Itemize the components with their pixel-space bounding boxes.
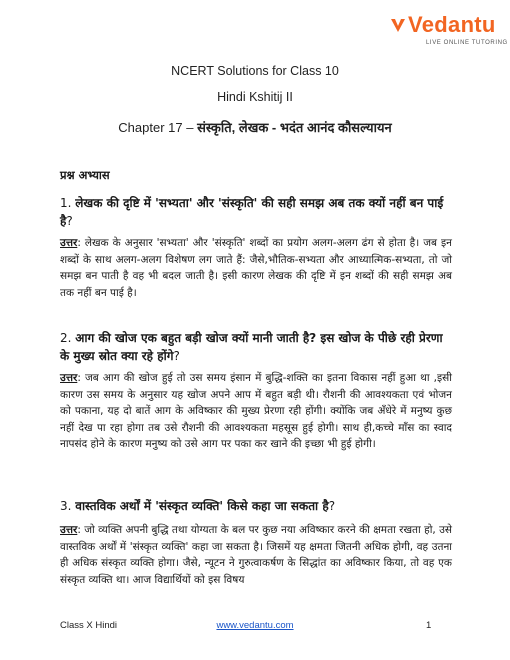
question-number: 2.	[60, 331, 72, 345]
answer-2	[60, 370, 452, 453]
chapter-prefix: Chapter 17 –	[118, 120, 198, 135]
answer-label: उत्तर	[60, 237, 78, 249]
question-end: ?	[328, 499, 336, 513]
logo-mark-icon	[389, 16, 407, 34]
answer-text: : लेखक के अनुसार 'सभ्यता' और 'संस्कृति' शब्दों का प्रयोग अलग-अलग ढंग से होता है। जब इन शब्दों के साथ अलग-अलग विशेषण लग जाते हैं: जैसे,भौतिक-सभ्यता और आध्यात्मिक-सभ्यता, तो जो समझ बन पाती है वह भी बदल जाती है। इसी कारण लेखक की दृष्टि में इन शब्दों की सही समझ अब तक नहीं बन पाई है।	[60, 237, 452, 299]
footer-website-link[interactable]: www.vedantu.com	[216, 620, 294, 631]
logo-tagline: LIVE ONLINE TUTORING	[426, 40, 508, 46]
page-number: 1	[426, 620, 432, 631]
section-title: प्रश्न अभ्यास	[60, 168, 110, 182]
footer-class-label: Class X Hindi	[60, 620, 118, 631]
question-text: लेखक की दृष्टि में 'सभ्यता' और 'संस्कृति' की सही समझ अब तक क्यों नहीं बन पाई है	[60, 196, 444, 228]
vedantu-logo	[386, 10, 508, 56]
answer-label: उत्तर	[60, 372, 78, 384]
chapter-name: संस्कृति, लेखक - भदंत आनंद कौसल्यायन	[197, 120, 392, 135]
answer-label: उत्तर	[60, 524, 78, 536]
question-3	[60, 497, 452, 515]
question-end: ?	[66, 214, 73, 228]
question-number: 1.	[60, 196, 72, 210]
question-1	[60, 194, 452, 230]
question-end: ?	[173, 349, 180, 363]
answer-1	[60, 235, 452, 301]
question-text: आग की खोज एक बहुत बड़ी खोज क्यों मानी जाती है? इस खोज के पीछे रही प्रेरणा के मुख्य स्रोत क्या रहे होंगे	[60, 331, 443, 363]
subject-title: Hindi Kshitij II	[217, 90, 293, 104]
chapter-title	[0, 118, 510, 136]
logo-wordmark: Vedantu	[408, 12, 496, 37]
answer-text: : जब आग की खोज हुई तो उस समय इंसान में बुद्धि-शक्ति का इतना विकास नहीं हुआ था ,इसी कारण उस समय के अनुसार यह खोज अपने आप में बहुत बड़ी थी। रौशनी की आवश्यकता एवं भोजन को पकाना, यह दो बातें आग के अविष्कार की मुख्य प्रेरणा रही होंगी। क्योंकि जब अँधेरे में मनुष्य कुछ नहीं देख पा रहा होगा तब उसे रौशनी की आवश्यकता महसूस हुई होगी। साथ ही,कच्चे माँस का स्वाद नापसंद होने के कारण मनुष्य को उसे आग पर पका कर खाने की इच्छा भी हुई होगी।	[60, 372, 452, 450]
answer-3	[60, 522, 452, 588]
answer-text: : जो व्यक्ति अपनी बुद्धि तथा योग्यता के बल पर कुछ नया अविष्कार करने की क्षमता रखता हो, उसे वास्तविक अर्थों में 'संस्कृत व्यक्ति' कहा जा सकता है। जिसमें यह क्षमता जितनी अधिक होगी, वह उतना ही अधिक संस्कृत व्यक्ति होगा। जैसे, न्यूटन ने गुरुत्वाकर्षण के सिद्धांत का अविष्कार किया, तो वह एक संस्कृत व्यक्ति था। आज विद्यार्थियों को इस विषय	[60, 524, 452, 586]
question-2	[60, 329, 452, 365]
question-text: वास्तविक अर्थों में 'संस्कृत व्यक्ति' किसे कहा जा सकता है	[75, 499, 329, 513]
document-title: NCERT Solutions for Class 10	[171, 64, 339, 78]
question-number: 3.	[60, 499, 72, 513]
